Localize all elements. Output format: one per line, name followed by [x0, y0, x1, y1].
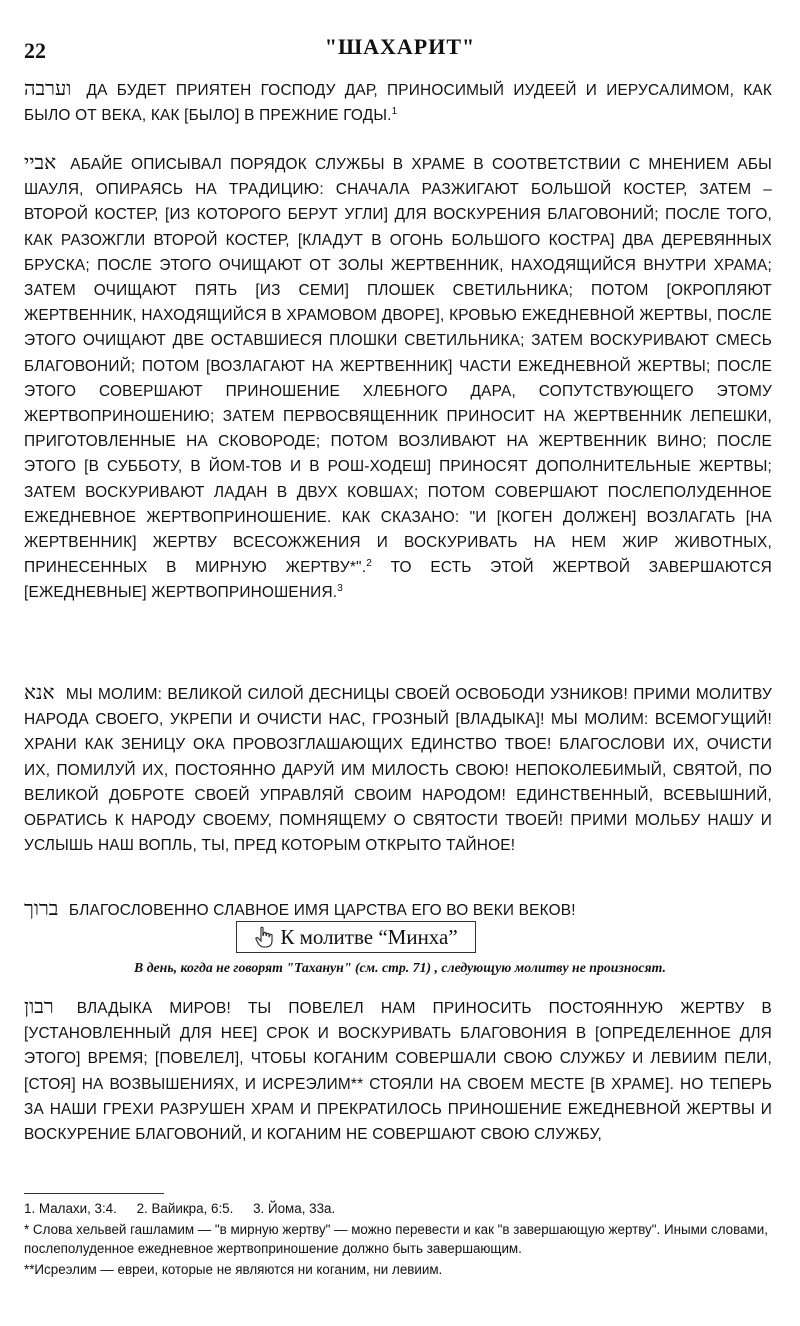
paragraph-text: ДА БУДЕТ ПРИЯТЕН ГОСПОДУ ДАР, ПРИНОСИМЫЙ ИУДЕЕЙ И ИЕРУСАЛИМОМ, КАК БЫЛО ОТ ВЕКА, КАК [БЫЛО] В ПРЕЖНИЕ ГОДЫ. [24, 82, 772, 125]
mincha-link-label: К молитве “Минха” [280, 924, 458, 949]
paragraph-ana [24, 680, 772, 858]
paragraph-abaye [24, 150, 772, 606]
footnote-divider [24, 1193, 164, 1194]
hebrew-keyword: וערבה [24, 76, 72, 100]
footnote-refs [24, 1200, 776, 1218]
footnote-star: * Слова хельвей гашламим — "в мирную жертву" — можно перевести и как "в завершающую жертву". Иными словами, послеполуденное ежедневное жертвоприношение должно быть завершающим. [24, 1222, 768, 1256]
footnote-ref: 2 [366, 558, 372, 570]
paragraph-text: БЛАГОСЛОВЕННО СЛАВНОЕ ИМЯ ЦАРСТВА ЕГО ВО ВЕКИ ВЕКОВ! [68, 902, 576, 919]
footnote-1: 1. Малахи, 3:4. [24, 1201, 117, 1216]
footnotes [24, 1200, 776, 1283]
page-number: 22 [24, 38, 46, 63]
paragraph-vearva [24, 76, 772, 128]
paragraph-text: ВЛАДЫКА МИРОВ! ТЫ ПОВЕЛЕЛ НАМ ПРИНОСИТЬ ПОСТОЯННУЮ ЖЕРТВУ В [УСТАНОВЛЕННЫЙ ДЛЯ НЕЕ] СРОК И ВОСКУРИВАТЬ БЛАГОВОНИЯ В [ОПРЕДЕЛЕННОЕ ДЛЯ ЭТОГО] ВРЕМЯ; [ПОВЕЛЕЛ], ЧТОБЫ КОГАНИМ СОВЕРШАЛИ СВОЮ СЛУЖБУ И ЛЕВИИМ ПЕЛИ, [СТОЯ] НА ВОЗВЫШЕНИЯХ, И ИСРЕЭЛИМ** СТОЯЛИ НА СВОЕМ МЕСТЕ [В ХРАМЕ]. НО ТЕПЕРЬ ЗА НАШИ ГРЕХИ РАЗРУШЕН ХРАМ И ПРЕКРАТИЛОСЬ ПРИНОШЕНИЕ ЕЖЕДНЕВНОЙ ЖЕРТВЫ И ВОСКУРЕНИЕ БЛАГОВОНИЙ, И КОГАНИМ НЕ СОВЕРШАЮТ СВОЮ СЛУЖБУ, [24, 1000, 772, 1144]
footnote-3: 3. Йома, 33а. [253, 1201, 336, 1216]
paragraph-text: АБАЙЕ ОПИСЫВАЛ ПОРЯДОК СЛУЖБЫ В ХРАМЕ В СООТВЕТСТВИИ С МНЕНИЕМ АБЫ ШАУЛЯ, ОПИРАЯСЬ НА ТРАДИЦИЮ: СНАЧАЛА РАЗЖИГАЮТ БОЛЬШОЙ КОСТЕР, ЗАТЕМ – ВТОРОЙ КОСТЕР, [ИЗ КОТОРОГО БЕРУТ УГЛИ] ДЛЯ ВОСКУРЕНИЯ БЛАГОВОНИЙ; ПОСЛЕ ТОГО, КАК РАЗОЖГЛИ ВТОРОЙ КОСТЕР, [КЛАДУТ В ОГОНЬ БОЛЬШОГО КОСТРА] ДВА ДЕРЕВЯННЫХ БРУСКА; ПОСЛЕ ЭТОГО ОЧИЩАЮТ ОТ ЗОЛЫ ЖЕРТВЕННИК, НАХОДЯЩИЙСЯ ВНУТРИ ХРАМА; ЗАТЕМ ОЧИЩАЮТ ПЯТЬ [ИЗ СЕМИ] ПЛОШЕК СВЕТИЛЬНИКА; ПОТОМ [ОКРОПЛЯЮТ ЖЕРТВЕННИК, НАХОДЯЩИЙСЯ В ХРАМОВОМ ДВОРЕ], КРОВЬЮ ЕЖЕДНЕВНОЙ ЖЕРТВЫ, ПОСЛЕ ЭТОГО ОЧИЩАЮТ ДВЕ ОСТАВШИЕСЯ ПЛОШКИ СВЕТИЛЬНИКА; ЗАТЕМ ВОСКУРИВАЮТ СМЕСЬ БЛАГОВОНИЙ; ПОТОМ [ВОЗЛАГАЮТ НА ЖЕРТВЕННИК] ЧАСТИ ЕЖЕДНЕВНОЙ ЖЕРТВЫ; ПОСЛЕ ЭТОГО СОВЕРШАЮТ ПРИНОШЕНИЕ ХЛЕБНОГО ДАРА, СОПУТСТВУЮЩЕГО ЭТОМУ ЖЕРТВОПРИНОШЕНИЮ; ЗАТЕМ ПЕРВОСВЯЩЕННИК ПРИНОСИТ НА ЖЕРТВЕННИК ЛЕПЕШКИ, ПРИГОТОВЛЕННЫЕ НА СКОВОРОДЕ; ПОТОМ ВОЗЛИВАЮТ НА ЖЕРТВЕННИК ВИНО; ПОСЛЕ ЭТОГО [В СУББОТУ, В ЙОМ-ТОВ И В РОШ-ХОДЕШ] ПРИНОСЯТ ДОПОЛНИТЕЛЬНЫЕ ЖЕРТВЫ; ЗАТЕМ ВОСКУРИВАЮТ ЛАДАН В ДВУХ КОВШАХ; ПОТОМ СОВЕРШАЮТ ПОСЛЕПОЛУДЕННОЕ ЕЖЕДНЕВНОЕ ЖЕРТВОПРИНОШЕНИЕ. КАК СКАЗАНО: "И [КОГЕН ДОЛЖЕН] ВОЗЛАГАТЬ [НА ЖЕРТВЕННИК] ЖЕРТВУ ВСЕСОЖЖЕНИЯ И ВОСКУРИВАТЬ НА НЕМ ЖИР ЖИВОТНЫХ, ПРИНЕСЕННЫХ В МИРНУЮ ЖЕРТВУ*". [24, 156, 772, 577]
paragraph-baruch [24, 896, 772, 923]
mincha-link-button[interactable] [236, 921, 476, 953]
paragraph-text: МЫ МОЛИМ: ВЕЛИКОЙ СИЛОЙ ДЕСНИЦЫ СВОЕЙ ОСВОБОДИ УЗНИКОВ! ПРИМИ МОЛИТВУ НАРОДА СВОЕГО, УКРЕПИ И ОЧИСТИ НАС, ГРОЗНЫЙ [ВЛАДЫКА]! МЫ МОЛИМ: ВСЕМОГУЩИЙ! ХРАНИ КАК ЗЕНИЦУ ОКА ПРОВОЗГЛАШАЮЩИХ ЕДИНСТВО ТВОЕ! БЛАГОСЛОВИ ИХ, ОЧИСТИ ИХ, ПОМИЛУЙ ИХ, ПОСТОЯННО ДАРУЙ ИМ МИЛОСТЬ СВОЮ! НЕПОКОЛЕБИМЫЙ, СВЯТОЙ, ПО ВЕЛИКОЙ ДОБРОТЕ СВОЕЙ УПРАВЛЯЙ СВОИМ НАРОДОМ! ЕДИНСТВЕННЫЙ, ВСЕВЫШНИЙ, ОБРАТИСЬ К НАРОДУ СВОЕМУ, ПОМНЯЩЕМУ О СВЯТОСТИ ТВОЕЙ! ПРИМИ МОЛЬБУ НАШУ И УСЛЫШЬ НАШ ВОПЛЬ, ТЫ, ПРЕД КОТОРЫМ ОТКРЫТО ТАЙНОЕ! [24, 686, 772, 855]
footnote-ref: 1 [391, 106, 398, 118]
hebrew-keyword: רבון [24, 994, 54, 1018]
hebrew-keyword: ברוך [24, 896, 59, 920]
paragraph-text-continued: ТО ЕСТЬ ЭТОЙ ЖЕРТВОЙ ЗАВЕРШАЮТСЯ [ЕЖЕДНЕВНЫЕ] ЖЕРТВОПРИНОШЕНИЯ. [24, 559, 772, 602]
hebrew-keyword: אביי [24, 150, 57, 174]
footnote-double-star: **Исреэлим — евреи, которые не являются ни коганим, ни левиим. [24, 1262, 443, 1278]
instruction-rubric: В день, когда не говорят "Таханун" (см. стр. 71) , следующую молитву не произносят. [134, 960, 666, 975]
paragraph-ribon [24, 994, 772, 1147]
pointing-hand-icon [254, 926, 274, 948]
running-title: "ШАХАРИТ" [324, 34, 476, 59]
footnote-ref: 3 [337, 583, 343, 595]
footnote-2: 2. Вайикра, 6:5. [136, 1201, 234, 1216]
hebrew-keyword: אנא [24, 680, 55, 704]
